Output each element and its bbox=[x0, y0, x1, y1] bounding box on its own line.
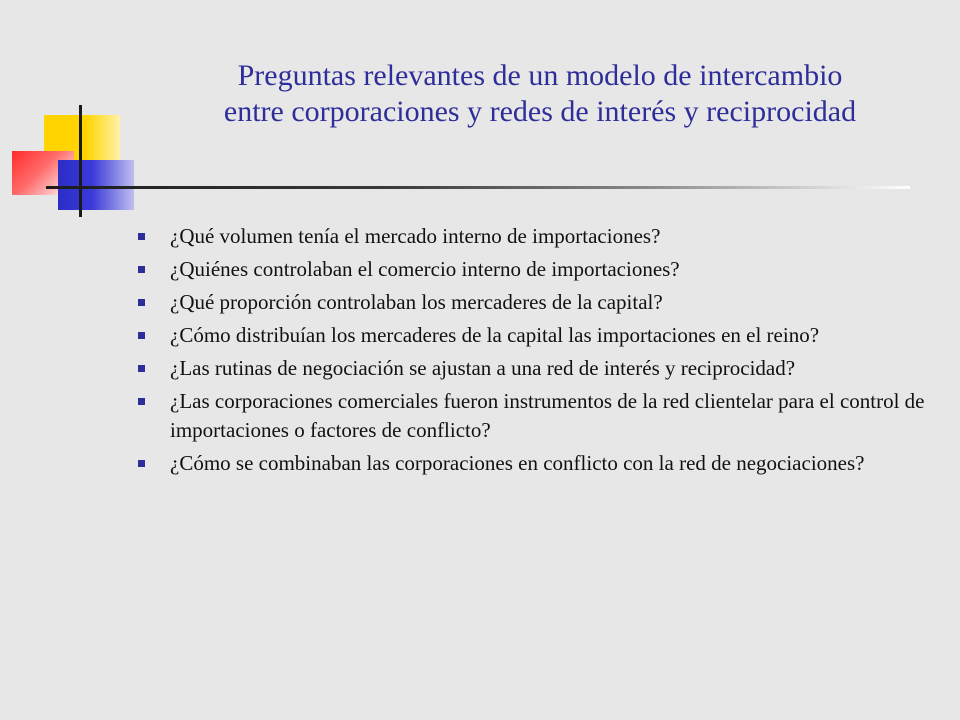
square-bullet-icon bbox=[138, 266, 145, 273]
decorative-logo bbox=[0, 0, 160, 230]
list-item-text: ¿Las rutinas de negociación se ajustan a una red de interés y reciprocidad? bbox=[170, 356, 796, 380]
list-item bbox=[138, 387, 928, 445]
square-bullet-icon bbox=[138, 299, 145, 306]
square-bullet-icon bbox=[138, 332, 145, 339]
slide-title-line-2: entre corporaciones y redes de interés y reciprocidad bbox=[223, 95, 857, 128]
blue-square-shape bbox=[58, 160, 134, 210]
title-underline-rule bbox=[46, 186, 910, 189]
square-bullet-icon bbox=[138, 233, 145, 240]
list-item-text: ¿Quiénes controlaban el comercio interno de importaciones? bbox=[170, 257, 680, 281]
slide-title bbox=[140, 58, 940, 130]
list-item bbox=[138, 288, 928, 317]
square-bullet-icon bbox=[138, 460, 145, 467]
list-item bbox=[138, 255, 928, 284]
square-bullet-icon bbox=[138, 398, 145, 405]
list-item-text: ¿Qué proporción controlaban los mercaderes de la capital? bbox=[170, 290, 663, 314]
question-list bbox=[138, 222, 928, 482]
list-item bbox=[138, 321, 928, 350]
list-item-text: ¿Cómo se combinaban las corporaciones en conflicto con la red de negociaciones? bbox=[170, 451, 865, 475]
square-bullet-icon bbox=[138, 365, 145, 372]
list-item-text: ¿Qué volumen tenía el mercado interno de importaciones? bbox=[170, 224, 661, 248]
list-item bbox=[138, 449, 928, 478]
list-item bbox=[138, 354, 928, 383]
vertical-rule bbox=[79, 105, 82, 217]
list-item bbox=[138, 222, 928, 251]
list-item-text: ¿Las corporaciones comerciales fueron instrumentos de la red clientelar para el control de importaciones o factores de conflicto? bbox=[170, 389, 925, 442]
list-item-text: ¿Cómo distribuían los mercaderes de la capital las importaciones en el reino? bbox=[170, 323, 820, 347]
slide-title-line-1: Preguntas relevantes de un modelo de intercambio bbox=[237, 59, 843, 92]
